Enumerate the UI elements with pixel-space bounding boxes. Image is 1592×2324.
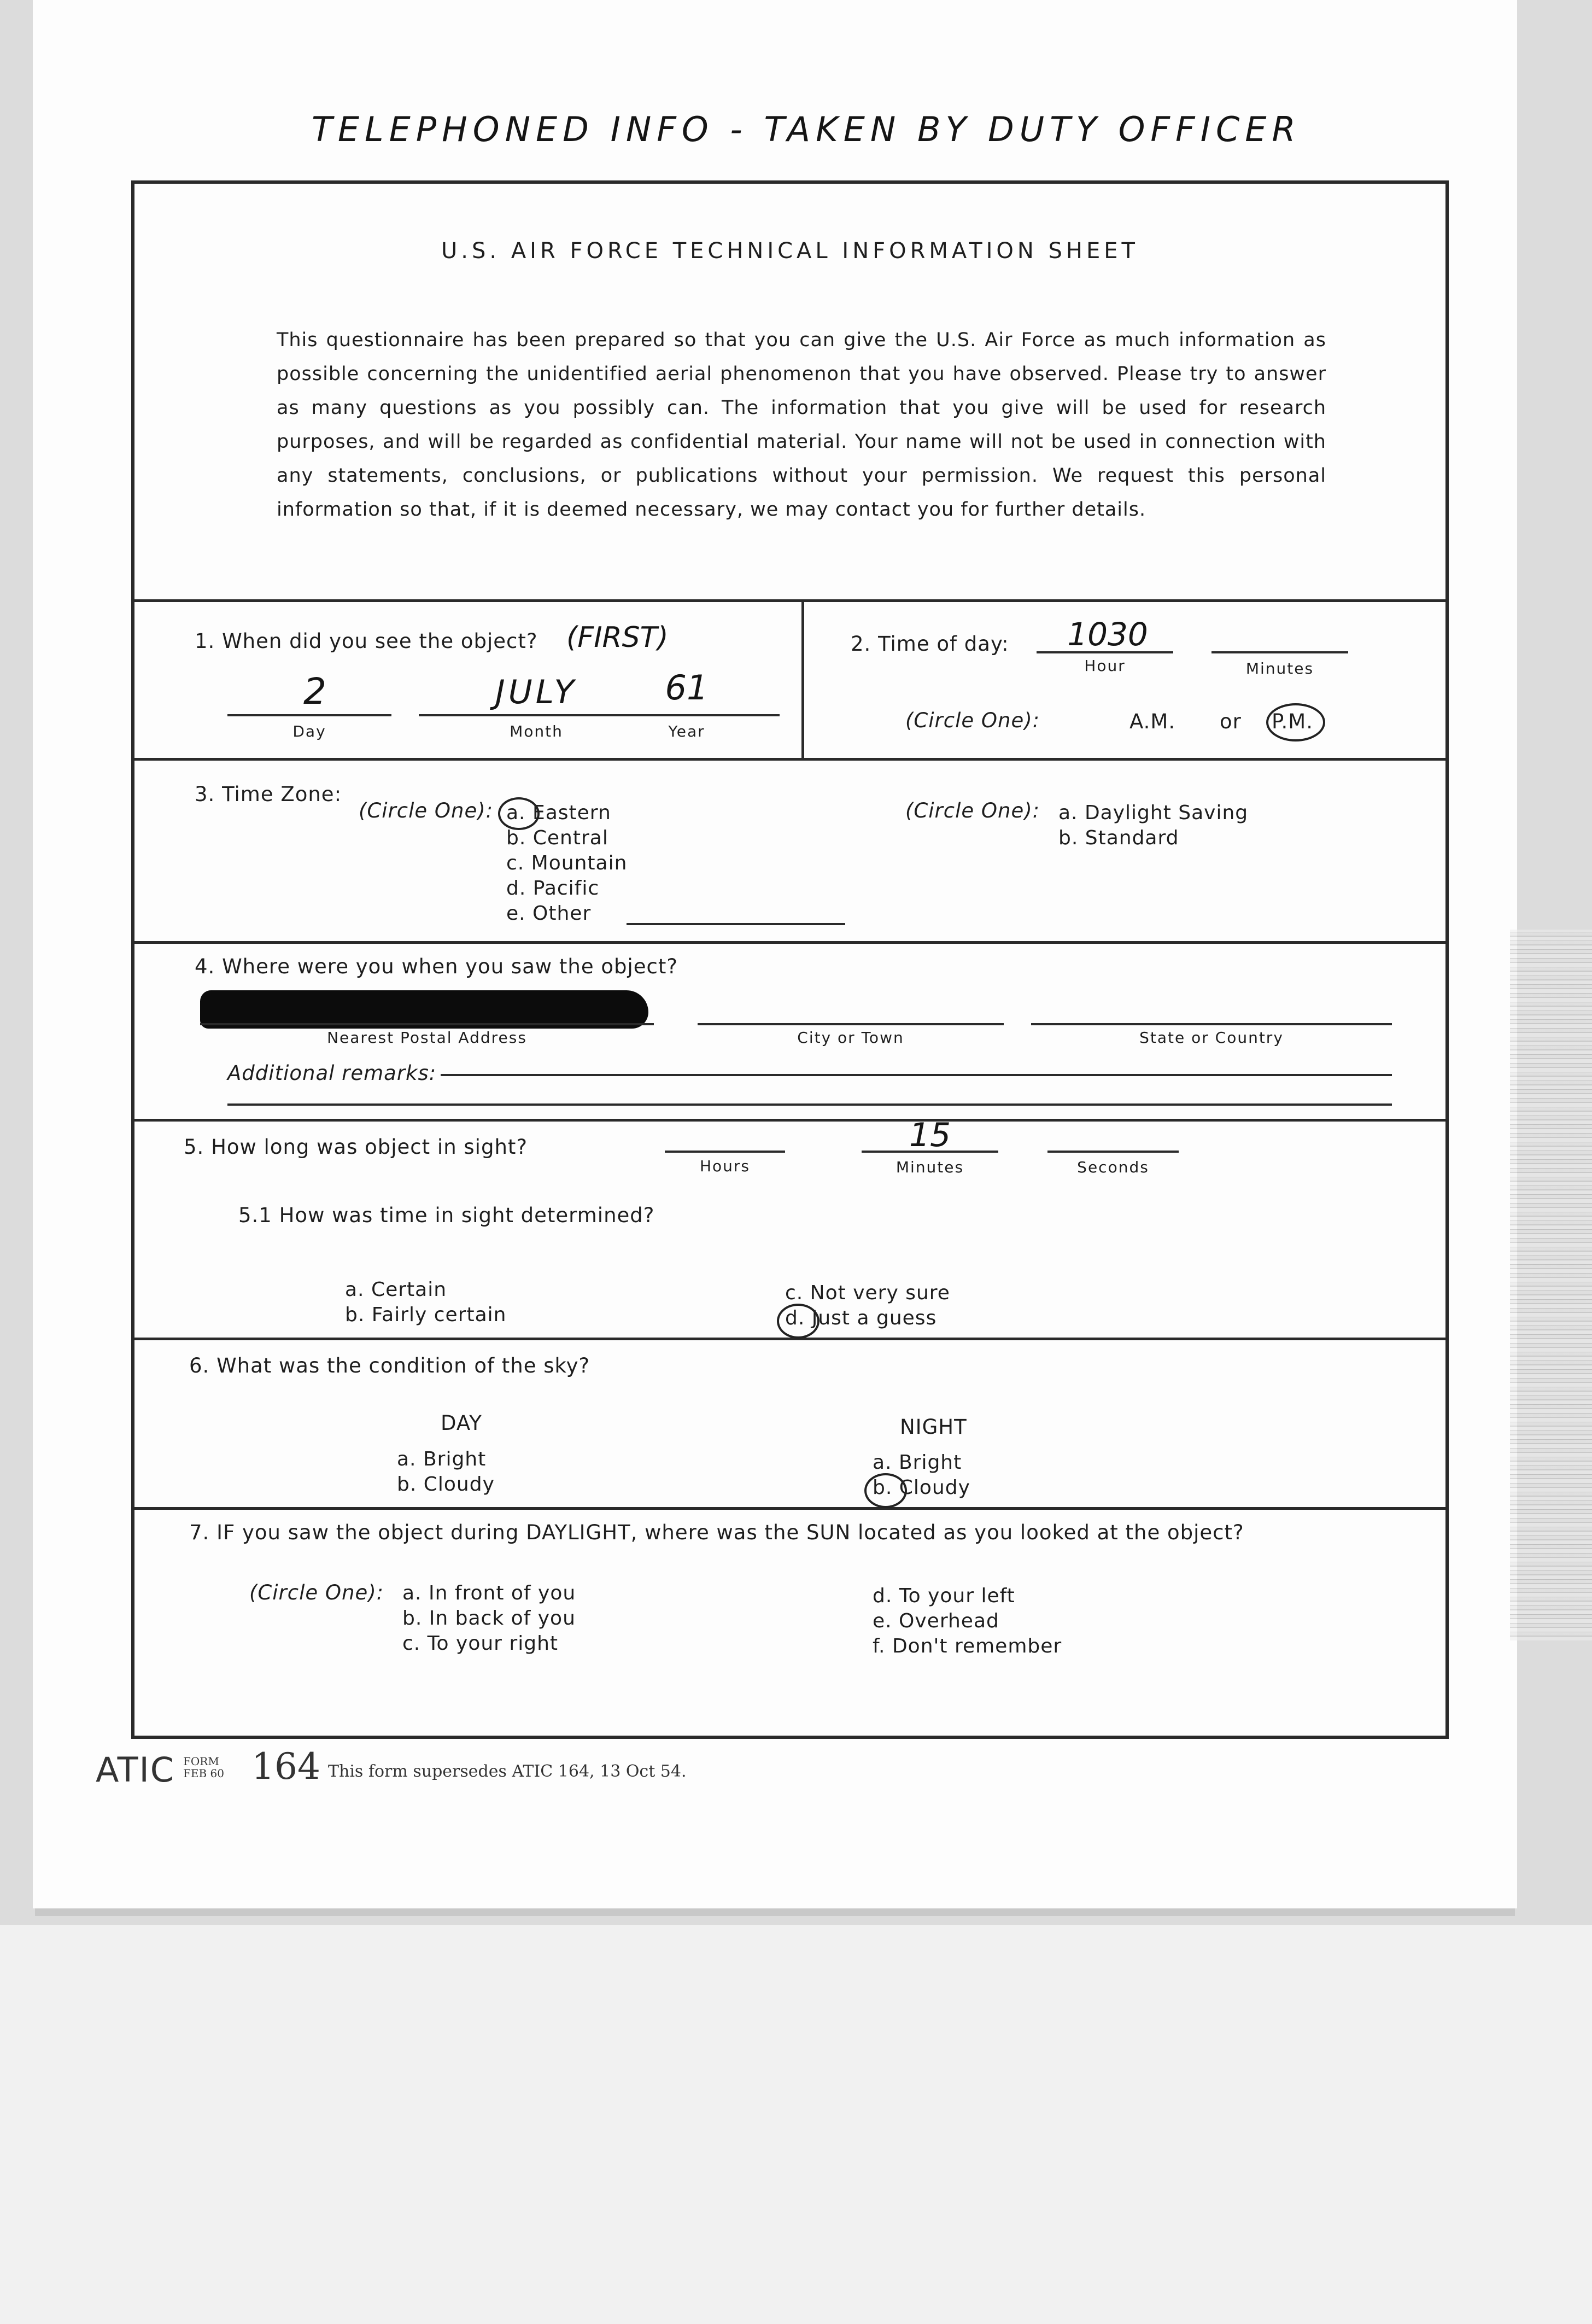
q2-hour-label: Hour: [1084, 657, 1126, 675]
q4-question: 4. Where were you when you saw the object?: [195, 955, 678, 978]
q4-city-label: City or Town: [797, 1029, 904, 1047]
q7-option-dont-remember: f. Don't remember: [873, 1635, 1062, 1657]
q6-day-option-bright: a. Bright: [397, 1448, 487, 1470]
q4-remarks-label: Additional remarks:: [227, 1061, 437, 1085]
q6-question: 6. What was the condition of the sky?: [189, 1354, 590, 1377]
q7-option-in-front: a. In front of you: [402, 1582, 576, 1604]
footer-atic: ATIC: [96, 1750, 175, 1790]
q1-question: 1. When did you see the object?: [195, 629, 538, 653]
intro-paragraph: This questionnaire has been prepared so that you can give the U.S. Air Force as much information as possible concerning the unidentified aerial phenomenon that you have observed. Please try to answer as many questions as you possibly can. The information that you give will be used for research purposes, and will be regarded as confidential material. Your name will not be used in connection with any statements, conclusions, or publications without your permission. We request this personal information so that, if it is deemed necessary, we may contact you for further details.: [277, 329, 1326, 521]
q5-hours-label: Hours: [699, 1157, 751, 1175]
q1-year-label: Year: [668, 722, 705, 740]
q7-circle-one: (Circle One):: [249, 1581, 384, 1604]
q7-options-left: [402, 1581, 576, 1656]
q5-1-question: 5.1 How was time in sight determined?: [238, 1204, 655, 1227]
q3-circle-one-2: (Circle One):: [905, 799, 1040, 822]
q3-circle-one: (Circle One):: [359, 799, 494, 822]
q3-question: 3. Time Zone:: [195, 783, 342, 806]
q4-remarks-line: [441, 1074, 1392, 1076]
q1-month-value: JULY: [495, 673, 577, 711]
q5-minutes-label: Minutes: [895, 1158, 964, 1176]
q6-day-options: [397, 1447, 495, 1497]
q6-day-heading: DAY: [441, 1411, 482, 1435]
background-lower: [0, 1925, 1592, 2324]
divider: [801, 599, 804, 758]
q2-pm-circle: [1266, 703, 1325, 741]
q4-state-label: State or Country: [1139, 1029, 1284, 1047]
q2-question: 2. Time of day:: [851, 632, 1009, 656]
q7-options-right: [873, 1584, 1062, 1659]
q5-1-options-left: [345, 1277, 507, 1328]
document-sheet: [33, 0, 1517, 1908]
footer-form-date: FEB 60: [183, 1767, 224, 1780]
q7-option-overhead: e. Overhead: [873, 1610, 999, 1632]
q1-day-line: [227, 714, 391, 716]
q6-day-option-cloudy: b. Cloudy: [397, 1473, 495, 1496]
q2-am: A.M.: [1129, 710, 1176, 733]
q6-night-option-cloudy: b. Cloudy: [873, 1476, 970, 1499]
q3-option-daylight-saving: a. Daylight Saving: [1058, 802, 1249, 824]
q1-year-value: 61: [665, 668, 709, 708]
q2-pm: P.M.: [1272, 710, 1313, 733]
divider: [134, 758, 1445, 761]
q5-hours-line: [665, 1151, 785, 1153]
q5-seconds-line: [1047, 1151, 1179, 1153]
q5-1-option-just-a-guess: d. Just a guess: [785, 1307, 937, 1329]
q1-day-label: Day: [292, 722, 326, 740]
q4-state-line: [1031, 1023, 1392, 1025]
q7-option-left: d. To your left: [873, 1585, 1015, 1607]
q3-dst-options: [1058, 801, 1248, 851]
q5-minutes-line: [862, 1151, 998, 1153]
q7-question: 7. IF you saw the object during DAYLIGHT, where was the SUN located as you looked at the object?: [189, 1521, 1244, 1544]
q1-annotation: (FIRST): [566, 621, 669, 654]
handwritten-note: TELEPHONED INFO - TAKEN BY DUTY OFFICER: [312, 109, 1301, 149]
q3-other-line: [627, 923, 845, 925]
q6-cloudy-circle: [864, 1473, 907, 1508]
q7-option-right: c. To your right: [402, 1632, 558, 1655]
q5-1-guess-circle: [777, 1304, 820, 1339]
divider: [134, 1338, 1445, 1340]
q2-or: or: [1220, 710, 1242, 733]
q3-eastern-circle: [498, 797, 540, 830]
q2-hour-value: 1030: [1067, 616, 1148, 653]
divider: [134, 1507, 1445, 1510]
q7-option-in-back: b. In back of you: [402, 1607, 576, 1630]
q3-option-standard: b. Standard: [1058, 827, 1179, 849]
q2-minutes-line: [1211, 651, 1348, 653]
q3-option-mountain: c. Mountain: [506, 852, 628, 874]
q5-1-option-not-very-sure: c. Not very sure: [785, 1282, 950, 1304]
q4-remarks-line-2: [227, 1103, 1392, 1106]
q3-option-central: b. Central: [506, 827, 608, 849]
q1-year-line: [594, 714, 780, 716]
q5-1-option-fairly-certain: b. Fairly certain: [345, 1304, 507, 1326]
divider: [134, 941, 1445, 944]
q1-month-label: Month: [510, 722, 563, 740]
q6-night-option-bright: a. Bright: [873, 1451, 962, 1474]
film-edge-noise: [1510, 930, 1592, 1640]
q2-minutes-label: Minutes: [1245, 659, 1314, 678]
footer-supersedes: This form supersedes ATIC 164, 13 Oct 54.: [328, 1762, 687, 1781]
footer-form-number: 164: [251, 1745, 320, 1788]
q3-option-eastern: a. Eastern: [506, 802, 611, 824]
q2-circle-one: (Circle One):: [905, 709, 1040, 732]
footer-form-word: FORM: [183, 1755, 219, 1768]
q3-option-pacific: d. Pacific: [506, 877, 600, 900]
q1-day-value: 2: [303, 670, 326, 713]
q4-postal-label: Nearest Postal Address: [327, 1029, 527, 1047]
q4-city-line: [698, 1023, 1004, 1025]
q6-night-heading: NIGHT: [900, 1415, 967, 1439]
q5-1-option-certain: a. Certain: [345, 1278, 447, 1301]
q5-question: 5. How long was object in sight?: [184, 1135, 528, 1159]
divider: [134, 599, 1445, 602]
q5-seconds-label: Seconds: [1077, 1158, 1149, 1176]
q3-option-other: e. Other: [506, 902, 592, 925]
footer-form-block: [183, 1755, 224, 1779]
q2-hour-line: [1037, 651, 1173, 653]
divider: [134, 1119, 1445, 1122]
form-title: U.S. AIR FORCE TECHNICAL INFORMATION SHEET: [441, 238, 1139, 264]
q5-minutes-value: 15: [909, 1116, 951, 1154]
q4-postal-line: [200, 1023, 654, 1025]
form-frame: [131, 180, 1449, 1739]
